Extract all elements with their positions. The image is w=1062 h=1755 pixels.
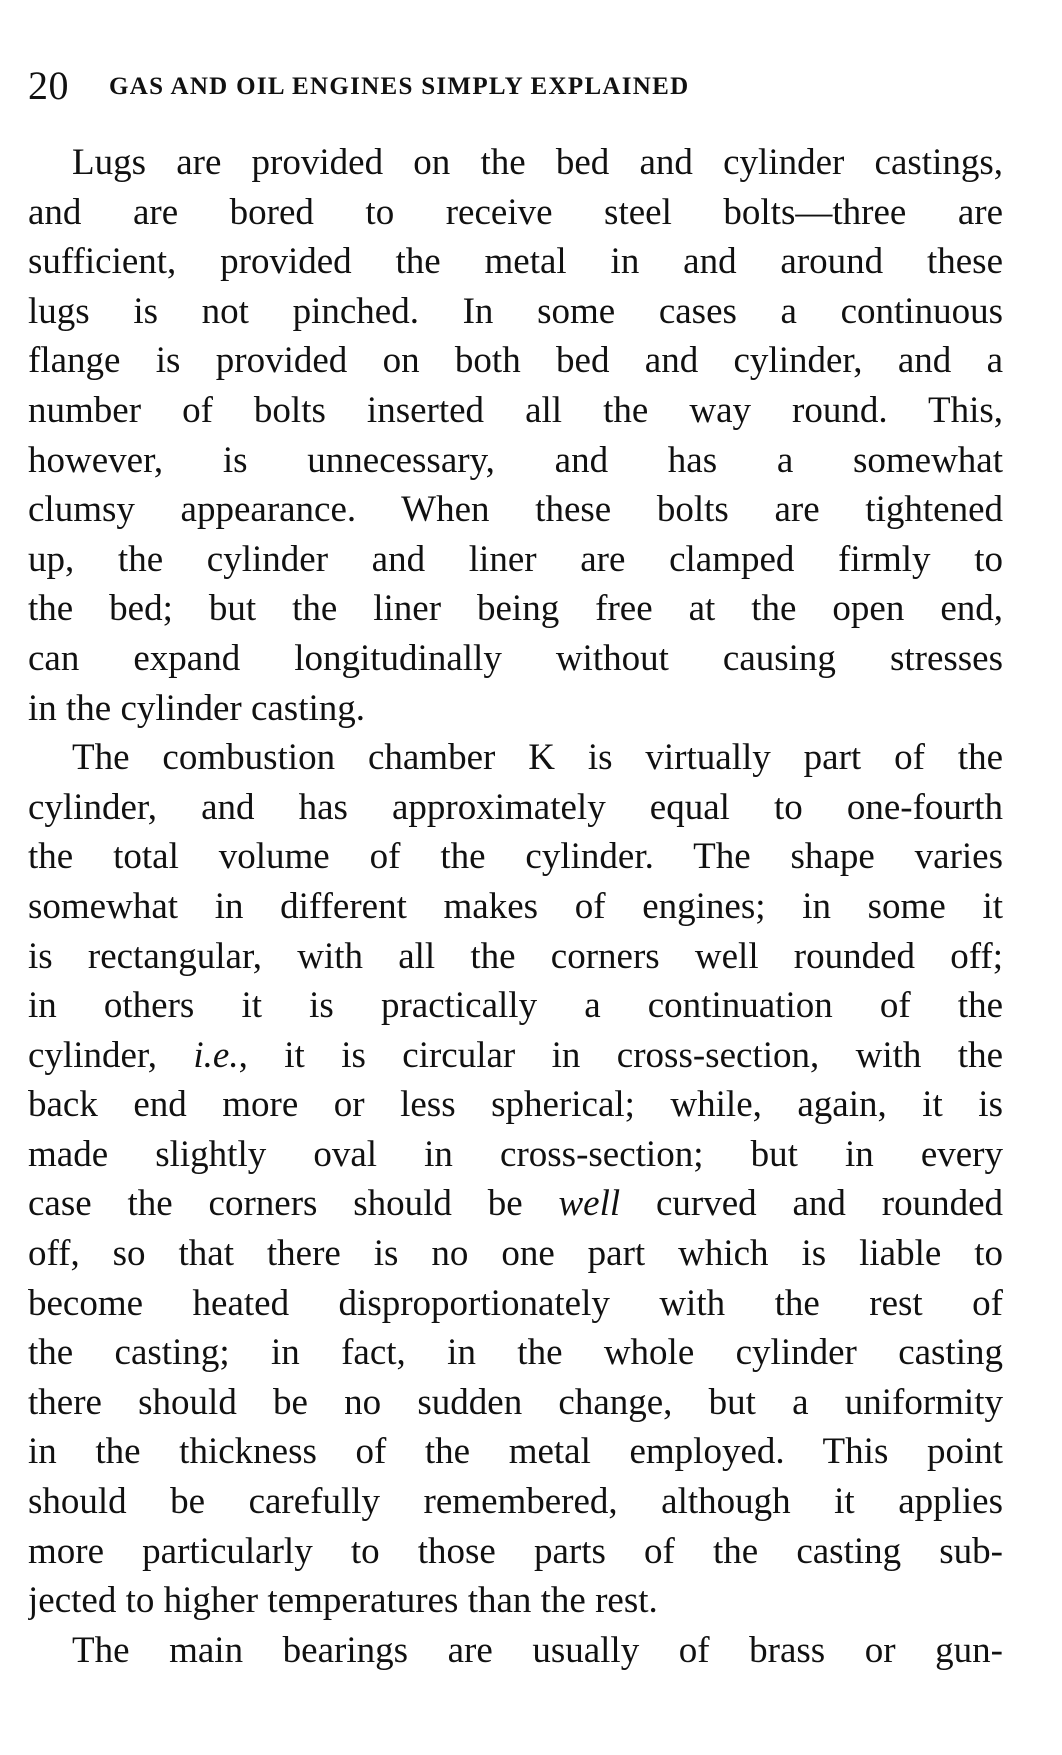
text-line: can expand longitudinally without causing stresses [28, 637, 1003, 679]
text-segment: cylinder, [28, 1034, 194, 1076]
page-number: 20 [28, 63, 69, 108]
text-line: The combustion chamber K is virtually part of the [72, 737, 1003, 779]
text-line: the casting; in fact, in the whole cylinder casting [28, 1332, 1003, 1374]
text-line: number of bolts inserted all the way round. This, [28, 389, 1003, 431]
text-line: and are bored to receive steel bolts—three are [28, 191, 1003, 233]
page-body [28, 138, 1003, 1675]
running-title: GAS AND OIL ENGINES SIMPLY EXPLAINED [109, 73, 690, 100]
text-line: in others it is practically a continuation of the [28, 985, 1003, 1027]
text-line: is rectangular, with all the corners well rounded off; [28, 935, 1003, 977]
text-line: Lugs are provided on the bed and cylinder castings, [72, 142, 1003, 183]
text-line: however, is unnecessary, and has a somewhat [28, 439, 1003, 481]
italic-abbreviation: i.e. [193, 1034, 239, 1076]
text-line: more particularly to those parts of the casting sub- [28, 1530, 1003, 1572]
text-line: should be carefully remembered, although it applies [28, 1481, 1003, 1523]
text-line: in the thickness of the metal employed. This point [28, 1431, 1003, 1473]
text-line [28, 1179, 1003, 1229]
italic-emphasis: well [558, 1183, 621, 1225]
text-line: lugs is not pinched. In some cases a continuous [28, 290, 1003, 332]
text-line: somewhat in different makes of engines; in some it [28, 885, 1003, 927]
text-line: flange is provided on both bed and cylinder, and a [28, 340, 1003, 382]
text-line: made slightly oval in cross-section; but in every [28, 1133, 1003, 1175]
text-line: sufficient, provided the metal in and around these [28, 241, 1003, 283]
text-line: off, so that there is no one part which is liable to [28, 1233, 1003, 1275]
text-line: become heated disproportionately with the rest of [28, 1282, 1003, 1324]
text-line: cylinder, and has approximately equal to one-fourth [28, 786, 1003, 828]
text-line: there should be no sudden change, but a uniformity [28, 1381, 1003, 1423]
text-line: the total volume of the cylinder. The shape varies [28, 836, 1003, 878]
text-line: The main bearings are usually of brass or gun- [72, 1629, 1003, 1671]
text-segment: , it is circular in cross-section, with the [238, 1034, 1003, 1076]
text-line [28, 1031, 1003, 1081]
text-line: back end more or less spherical; while, again, it is [28, 1084, 1003, 1126]
text-line: up, the cylinder and liner are clamped firmly to [28, 538, 1003, 580]
text-line: the bed; but the liner being free at the open end, [28, 588, 1003, 630]
text-line: in the cylinder casting. [28, 687, 366, 729]
text-segment: curved and rounded [620, 1183, 1003, 1225]
page-header [28, 62, 1028, 110]
text-line: jected to higher temperatures than the rest. [28, 1580, 658, 1622]
text-line: clumsy appearance. When these bolts are tightened [28, 489, 1003, 531]
text-segment: case the corners should be [28, 1183, 559, 1225]
